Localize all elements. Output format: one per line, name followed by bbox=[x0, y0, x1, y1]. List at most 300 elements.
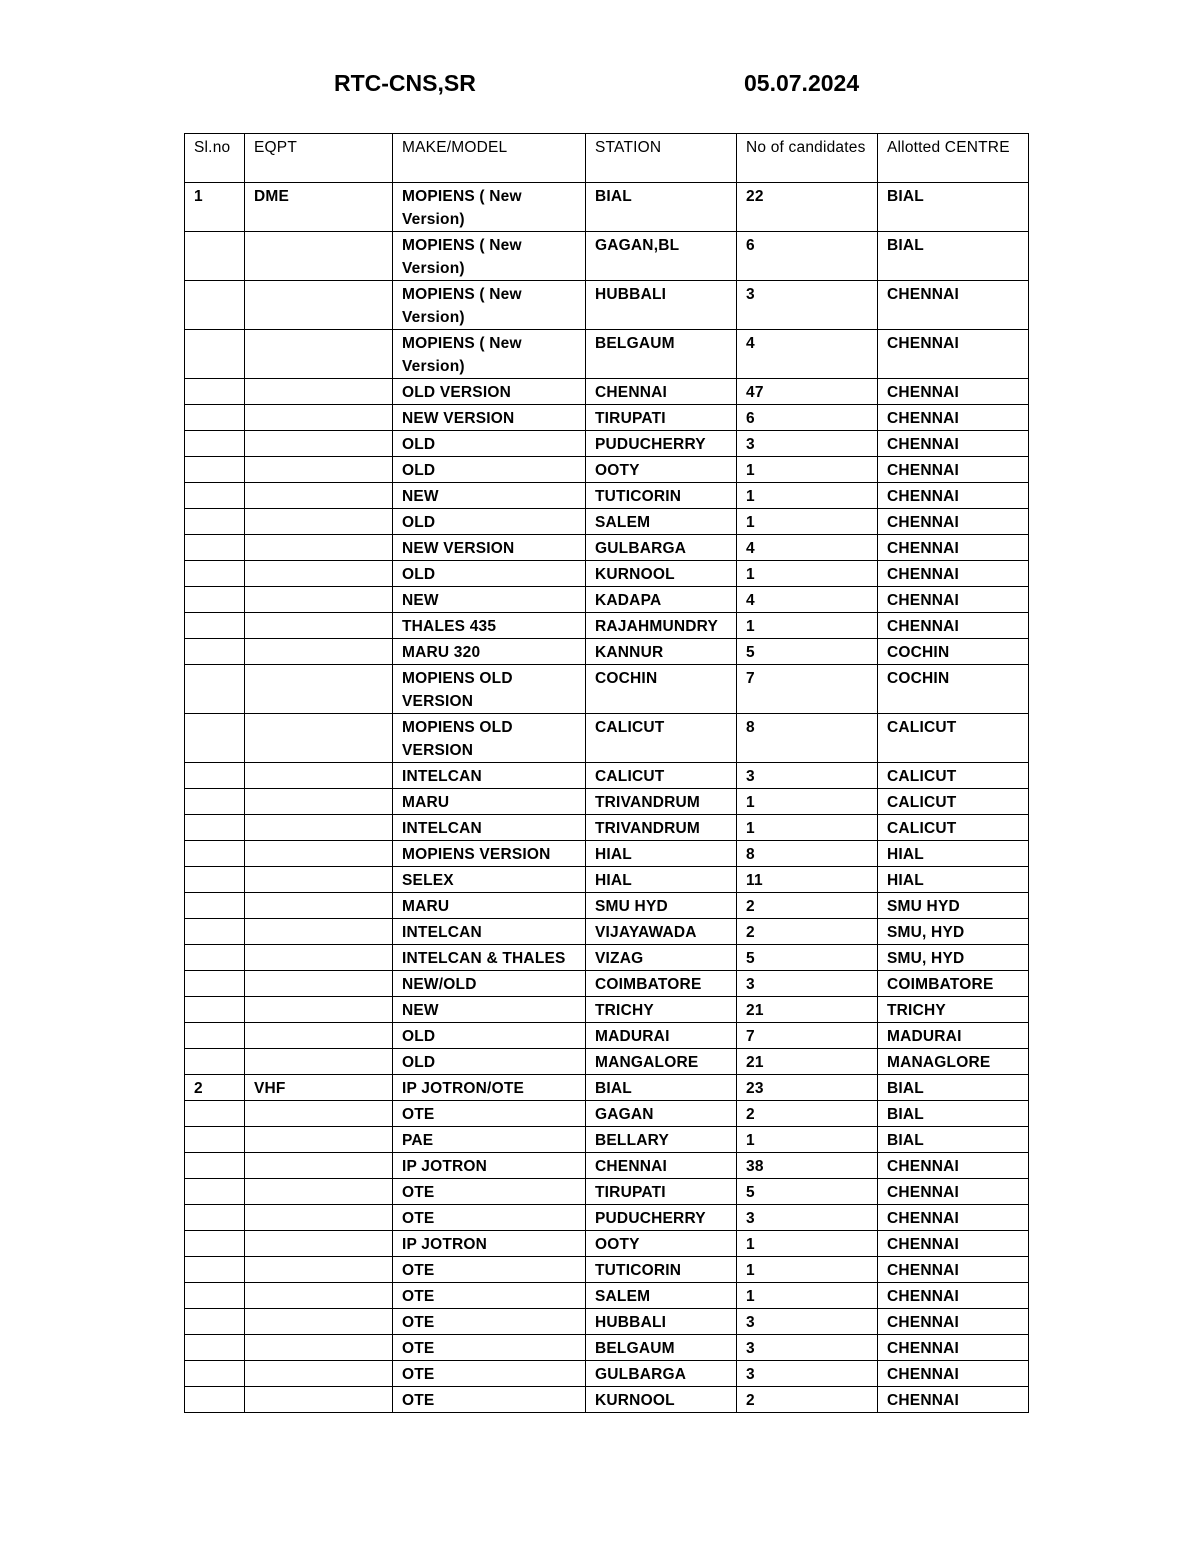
cell-centre: CHENNAI bbox=[878, 1231, 1029, 1257]
cell-station: BELGAUM bbox=[586, 330, 737, 379]
cell-centre: CHENNAI bbox=[878, 330, 1029, 379]
cell-station: SMU HYD bbox=[586, 893, 737, 919]
document-date: 05.07.2024 bbox=[744, 70, 860, 96]
table-row bbox=[185, 1231, 1029, 1257]
cell-candidates: 3 bbox=[737, 1361, 878, 1387]
cell-eqpt bbox=[245, 639, 393, 665]
table-row bbox=[185, 1361, 1029, 1387]
cell-centre: COIMBATORE bbox=[878, 971, 1029, 997]
cell-station: TRIVANDRUM bbox=[586, 789, 737, 815]
cell-station: KANNUR bbox=[586, 639, 737, 665]
cell-eqpt bbox=[245, 1205, 393, 1231]
cell-eqpt bbox=[245, 535, 393, 561]
cell-candidates: 4 bbox=[737, 330, 878, 379]
cell-candidates: 4 bbox=[737, 587, 878, 613]
cell-centre: SMU, HYD bbox=[878, 919, 1029, 945]
table-row bbox=[185, 971, 1029, 997]
cell-eqpt bbox=[245, 431, 393, 457]
cell-candidates: 4 bbox=[737, 535, 878, 561]
cell-make-model: MARU 320 bbox=[393, 639, 586, 665]
cell-make-model: MARU bbox=[393, 893, 586, 919]
cell-make-model: INTELCAN bbox=[393, 919, 586, 945]
cell-candidates: 1 bbox=[737, 1231, 878, 1257]
cell-make-model: OTE bbox=[393, 1179, 586, 1205]
cell-station: TIRUPATI bbox=[586, 1179, 737, 1205]
table-row bbox=[185, 1205, 1029, 1231]
cell-station: HUBBALI bbox=[586, 281, 737, 330]
cell-eqpt bbox=[245, 1361, 393, 1387]
cell-make-model: MOPIENS OLD VERSION bbox=[393, 714, 586, 763]
cell-station: BELLARY bbox=[586, 1127, 737, 1153]
cell-station: KURNOOL bbox=[586, 1387, 737, 1413]
table-row bbox=[185, 1127, 1029, 1153]
cell-make-model: OTE bbox=[393, 1283, 586, 1309]
cell-centre: CHENNAI bbox=[878, 1361, 1029, 1387]
cell-station: TUTICORIN bbox=[586, 1257, 737, 1283]
table-header-row bbox=[185, 134, 1029, 183]
cell-slno bbox=[185, 1049, 245, 1075]
cell-candidates: 1 bbox=[737, 1257, 878, 1283]
cell-station: TRIVANDRUM bbox=[586, 815, 737, 841]
table-row bbox=[185, 561, 1029, 587]
cell-candidates: 11 bbox=[737, 867, 878, 893]
cell-centre: COCHIN bbox=[878, 639, 1029, 665]
cell-eqpt bbox=[245, 405, 393, 431]
cell-candidates: 3 bbox=[737, 1309, 878, 1335]
table-row bbox=[185, 1023, 1029, 1049]
cell-centre: CHENNAI bbox=[878, 483, 1029, 509]
cell-make-model: OLD bbox=[393, 509, 586, 535]
cell-make-model: INTELCAN bbox=[393, 763, 586, 789]
cell-station: PUDUCHERRY bbox=[586, 431, 737, 457]
cell-station: KADAPA bbox=[586, 587, 737, 613]
cell-slno: 1 bbox=[185, 183, 245, 232]
cell-station: OOTY bbox=[586, 457, 737, 483]
cell-candidates: 7 bbox=[737, 1023, 878, 1049]
cell-candidates: 6 bbox=[737, 405, 878, 431]
cell-centre: CHENNAI bbox=[878, 1205, 1029, 1231]
cell-make-model: OTE bbox=[393, 1387, 586, 1413]
cell-centre: CALICUT bbox=[878, 763, 1029, 789]
cell-eqpt bbox=[245, 613, 393, 639]
cell-eqpt bbox=[245, 815, 393, 841]
cell-centre: BIAL bbox=[878, 1127, 1029, 1153]
cell-slno bbox=[185, 1153, 245, 1179]
cell-station: RAJAHMUNDRY bbox=[586, 613, 737, 639]
cell-centre: CHENNAI bbox=[878, 1309, 1029, 1335]
column-header-make-model: MAKE/MODEL bbox=[393, 134, 586, 183]
table-body bbox=[185, 183, 1029, 1413]
cell-station: TUTICORIN bbox=[586, 483, 737, 509]
cell-candidates: 1 bbox=[737, 1127, 878, 1153]
cell-candidates: 1 bbox=[737, 613, 878, 639]
cell-make-model: OTE bbox=[393, 1257, 586, 1283]
cell-eqpt bbox=[245, 665, 393, 714]
cell-candidates: 3 bbox=[737, 431, 878, 457]
cell-station: CALICUT bbox=[586, 763, 737, 789]
cell-make-model: IP JOTRON/OTE bbox=[393, 1075, 586, 1101]
cell-eqpt bbox=[245, 232, 393, 281]
table-row bbox=[185, 815, 1029, 841]
cell-slno bbox=[185, 1335, 245, 1361]
cell-station: HUBBALI bbox=[586, 1309, 737, 1335]
cell-candidates: 1 bbox=[737, 561, 878, 587]
cell-candidates: 1 bbox=[737, 509, 878, 535]
cell-station: KURNOOL bbox=[586, 561, 737, 587]
cell-eqpt bbox=[245, 1309, 393, 1335]
cell-slno bbox=[185, 1023, 245, 1049]
cell-centre: CHENNAI bbox=[878, 561, 1029, 587]
cell-candidates: 21 bbox=[737, 1049, 878, 1075]
cell-candidates: 1 bbox=[737, 1283, 878, 1309]
cell-eqpt bbox=[245, 1283, 393, 1309]
cell-station: BIAL bbox=[586, 183, 737, 232]
cell-station: MANGALORE bbox=[586, 1049, 737, 1075]
cell-centre: CHENNAI bbox=[878, 405, 1029, 431]
cell-slno bbox=[185, 1127, 245, 1153]
table-row bbox=[185, 1387, 1029, 1413]
cell-candidates: 1 bbox=[737, 483, 878, 509]
column-header-centre: Allotted CENTRE bbox=[878, 134, 1029, 183]
cell-centre: CHENNAI bbox=[878, 1387, 1029, 1413]
cell-centre: CALICUT bbox=[878, 714, 1029, 763]
cell-eqpt bbox=[245, 1023, 393, 1049]
cell-slno bbox=[185, 1179, 245, 1205]
cell-centre: CHENNAI bbox=[878, 1335, 1029, 1361]
cell-slno bbox=[185, 867, 245, 893]
cell-make-model: MOPIENS ( New Version) bbox=[393, 183, 586, 232]
table-row bbox=[185, 997, 1029, 1023]
cell-station: BIAL bbox=[586, 1075, 737, 1101]
table-row bbox=[185, 457, 1029, 483]
cell-slno bbox=[185, 1309, 245, 1335]
cell-station: GULBARGA bbox=[586, 535, 737, 561]
column-header-station: STATION bbox=[586, 134, 737, 183]
cell-eqpt bbox=[245, 841, 393, 867]
cell-slno bbox=[185, 232, 245, 281]
cell-station: SALEM bbox=[586, 1283, 737, 1309]
cell-candidates: 3 bbox=[737, 763, 878, 789]
cell-eqpt: VHF bbox=[245, 1075, 393, 1101]
cell-candidates: 7 bbox=[737, 665, 878, 714]
cell-candidates: 5 bbox=[737, 1179, 878, 1205]
cell-slno bbox=[185, 431, 245, 457]
table-row bbox=[185, 431, 1029, 457]
table-row bbox=[185, 1101, 1029, 1127]
cell-eqpt bbox=[245, 971, 393, 997]
cell-station: HIAL bbox=[586, 841, 737, 867]
cell-station: GAGAN bbox=[586, 1101, 737, 1127]
table-row bbox=[185, 1153, 1029, 1179]
cell-make-model: NEW bbox=[393, 997, 586, 1023]
cell-make-model: MARU bbox=[393, 789, 586, 815]
cell-centre: CHENNAI bbox=[878, 509, 1029, 535]
cell-slno bbox=[185, 587, 245, 613]
cell-centre: MANAGLORE bbox=[878, 1049, 1029, 1075]
cell-slno bbox=[185, 483, 245, 509]
cell-make-model: MOPIENS ( New Version) bbox=[393, 281, 586, 330]
cell-eqpt bbox=[245, 457, 393, 483]
cell-station: CHENNAI bbox=[586, 1153, 737, 1179]
cell-eqpt bbox=[245, 587, 393, 613]
table-row bbox=[185, 1257, 1029, 1283]
cell-make-model: OTE bbox=[393, 1309, 586, 1335]
cell-station: COIMBATORE bbox=[586, 971, 737, 997]
cell-make-model: NEW VERSION bbox=[393, 405, 586, 431]
table-row bbox=[185, 945, 1029, 971]
cell-centre: CHENNAI bbox=[878, 431, 1029, 457]
cell-centre: CHENNAI bbox=[878, 457, 1029, 483]
cell-centre: CHENNAI bbox=[878, 379, 1029, 405]
cell-station: TRICHY bbox=[586, 997, 737, 1023]
cell-slno bbox=[185, 281, 245, 330]
cell-centre: CHENNAI bbox=[878, 1283, 1029, 1309]
cell-eqpt bbox=[245, 1153, 393, 1179]
cell-candidates: 23 bbox=[737, 1075, 878, 1101]
cell-make-model: OTE bbox=[393, 1205, 586, 1231]
cell-make-model: SELEX bbox=[393, 867, 586, 893]
cell-candidates: 21 bbox=[737, 997, 878, 1023]
cell-candidates: 38 bbox=[737, 1153, 878, 1179]
cell-slno bbox=[185, 1101, 245, 1127]
cell-eqpt bbox=[245, 1335, 393, 1361]
cell-slno bbox=[185, 665, 245, 714]
cell-centre: BIAL bbox=[878, 1101, 1029, 1127]
table-row bbox=[185, 841, 1029, 867]
table-row bbox=[185, 483, 1029, 509]
cell-slno bbox=[185, 971, 245, 997]
cell-eqpt bbox=[245, 1179, 393, 1205]
cell-slno bbox=[185, 714, 245, 763]
cell-candidates: 2 bbox=[737, 919, 878, 945]
cell-station: GULBARGA bbox=[586, 1361, 737, 1387]
document-header bbox=[0, 70, 1200, 102]
cell-make-model: NEW/OLD bbox=[393, 971, 586, 997]
cell-eqpt bbox=[245, 1387, 393, 1413]
cell-candidates: 5 bbox=[737, 945, 878, 971]
cell-slno bbox=[185, 379, 245, 405]
cell-slno bbox=[185, 841, 245, 867]
cell-make-model: OTE bbox=[393, 1101, 586, 1127]
cell-candidates: 1 bbox=[737, 457, 878, 483]
cell-candidates: 8 bbox=[737, 714, 878, 763]
cell-centre: HIAL bbox=[878, 841, 1029, 867]
cell-station: MADURAI bbox=[586, 1023, 737, 1049]
cell-candidates: 1 bbox=[737, 789, 878, 815]
table-row bbox=[185, 789, 1029, 815]
cell-slno bbox=[185, 997, 245, 1023]
cell-centre: BIAL bbox=[878, 232, 1029, 281]
cell-make-model: NEW bbox=[393, 483, 586, 509]
cell-slno: 2 bbox=[185, 1075, 245, 1101]
table-row bbox=[185, 330, 1029, 379]
cell-make-model: OLD bbox=[393, 561, 586, 587]
cell-slno bbox=[185, 1231, 245, 1257]
cell-eqpt bbox=[245, 281, 393, 330]
cell-make-model: INTELCAN bbox=[393, 815, 586, 841]
cell-centre: CHENNAI bbox=[878, 1153, 1029, 1179]
table-row bbox=[185, 232, 1029, 281]
cell-make-model: OTE bbox=[393, 1361, 586, 1387]
cell-centre: SMU HYD bbox=[878, 893, 1029, 919]
cell-eqpt bbox=[245, 919, 393, 945]
allotment-table bbox=[184, 133, 1029, 1413]
cell-centre: CHENNAI bbox=[878, 1257, 1029, 1283]
cell-centre: TRICHY bbox=[878, 997, 1029, 1023]
cell-centre: BIAL bbox=[878, 1075, 1029, 1101]
cell-make-model: OLD VERSION bbox=[393, 379, 586, 405]
cell-slno bbox=[185, 613, 245, 639]
cell-make-model: OLD bbox=[393, 1023, 586, 1049]
cell-centre: CALICUT bbox=[878, 815, 1029, 841]
cell-slno bbox=[185, 561, 245, 587]
cell-slno bbox=[185, 1387, 245, 1413]
table-row bbox=[185, 1335, 1029, 1361]
cell-centre: CHENNAI bbox=[878, 281, 1029, 330]
cell-centre: CHENNAI bbox=[878, 587, 1029, 613]
cell-station: PUDUCHERRY bbox=[586, 1205, 737, 1231]
cell-eqpt bbox=[245, 1231, 393, 1257]
table-row bbox=[185, 867, 1029, 893]
cell-centre: CALICUT bbox=[878, 789, 1029, 815]
cell-station: VIJAYAWADA bbox=[586, 919, 737, 945]
table-row bbox=[185, 639, 1029, 665]
cell-eqpt bbox=[245, 714, 393, 763]
cell-make-model: NEW bbox=[393, 587, 586, 613]
table-row bbox=[185, 281, 1029, 330]
cell-eqpt bbox=[245, 330, 393, 379]
cell-centre: BIAL bbox=[878, 183, 1029, 232]
cell-eqpt bbox=[245, 379, 393, 405]
cell-candidates: 2 bbox=[737, 893, 878, 919]
table-row bbox=[185, 893, 1029, 919]
table-row bbox=[185, 919, 1029, 945]
table-row bbox=[185, 509, 1029, 535]
cell-slno bbox=[185, 330, 245, 379]
cell-station: COCHIN bbox=[586, 665, 737, 714]
cell-eqpt bbox=[245, 561, 393, 587]
cell-make-model: MOPIENS OLD VERSION bbox=[393, 665, 586, 714]
cell-eqpt bbox=[245, 483, 393, 509]
cell-candidates: 3 bbox=[737, 971, 878, 997]
cell-centre: HIAL bbox=[878, 867, 1029, 893]
cell-make-model: NEW VERSION bbox=[393, 535, 586, 561]
cell-centre: CHENNAI bbox=[878, 1179, 1029, 1205]
cell-slno bbox=[185, 509, 245, 535]
cell-eqpt bbox=[245, 997, 393, 1023]
column-header-eqpt: EQPT bbox=[245, 134, 393, 183]
cell-slno bbox=[185, 405, 245, 431]
cell-eqpt bbox=[245, 1257, 393, 1283]
cell-station: TIRUPATI bbox=[586, 405, 737, 431]
cell-eqpt bbox=[245, 509, 393, 535]
cell-candidates: 8 bbox=[737, 841, 878, 867]
cell-candidates: 47 bbox=[737, 379, 878, 405]
table-row bbox=[185, 587, 1029, 613]
cell-make-model: THALES 435 bbox=[393, 613, 586, 639]
cell-make-model: MOPIENS ( New Version) bbox=[393, 330, 586, 379]
cell-eqpt bbox=[245, 867, 393, 893]
cell-slno bbox=[185, 1283, 245, 1309]
cell-candidates: 22 bbox=[737, 183, 878, 232]
cell-slno bbox=[185, 1257, 245, 1283]
table-row bbox=[185, 1179, 1029, 1205]
cell-make-model: OLD bbox=[393, 431, 586, 457]
cell-station: HIAL bbox=[586, 867, 737, 893]
cell-make-model: OTE bbox=[393, 1335, 586, 1361]
table-row bbox=[185, 613, 1029, 639]
cell-slno bbox=[185, 893, 245, 919]
cell-centre: CHENNAI bbox=[878, 535, 1029, 561]
cell-station: CALICUT bbox=[586, 714, 737, 763]
cell-eqpt bbox=[245, 763, 393, 789]
cell-station: OOTY bbox=[586, 1231, 737, 1257]
cell-candidates: 2 bbox=[737, 1101, 878, 1127]
table-row bbox=[185, 379, 1029, 405]
cell-eqpt bbox=[245, 1049, 393, 1075]
table-row bbox=[185, 183, 1029, 232]
cell-station: CHENNAI bbox=[586, 379, 737, 405]
table-row bbox=[185, 763, 1029, 789]
cell-make-model: IP JOTRON bbox=[393, 1153, 586, 1179]
cell-slno bbox=[185, 919, 245, 945]
cell-eqpt bbox=[245, 1101, 393, 1127]
cell-station: VIZAG bbox=[586, 945, 737, 971]
cell-candidates: 2 bbox=[737, 1387, 878, 1413]
cell-slno bbox=[185, 789, 245, 815]
cell-candidates: 1 bbox=[737, 815, 878, 841]
table-row bbox=[185, 1283, 1029, 1309]
table-row bbox=[185, 1309, 1029, 1335]
cell-make-model: INTELCAN & THALES bbox=[393, 945, 586, 971]
table-row bbox=[185, 1075, 1029, 1101]
cell-make-model: PAE bbox=[393, 1127, 586, 1153]
cell-station: GAGAN,BL bbox=[586, 232, 737, 281]
document-title: RTC-CNS,SR bbox=[334, 70, 476, 96]
cell-make-model: OLD bbox=[393, 1049, 586, 1075]
cell-centre: SMU, HYD bbox=[878, 945, 1029, 971]
cell-slno bbox=[185, 1205, 245, 1231]
table-row bbox=[185, 405, 1029, 431]
cell-candidates: 3 bbox=[737, 281, 878, 330]
cell-candidates: 6 bbox=[737, 232, 878, 281]
cell-slno bbox=[185, 1361, 245, 1387]
table-row bbox=[185, 535, 1029, 561]
cell-eqpt bbox=[245, 789, 393, 815]
table-row bbox=[185, 714, 1029, 763]
table-row bbox=[185, 1049, 1029, 1075]
cell-centre: MADURAI bbox=[878, 1023, 1029, 1049]
column-header-slno: Sl.no bbox=[185, 134, 245, 183]
cell-make-model: IP JOTRON bbox=[393, 1231, 586, 1257]
cell-slno bbox=[185, 457, 245, 483]
cell-slno bbox=[185, 639, 245, 665]
cell-station: SALEM bbox=[586, 509, 737, 535]
cell-eqpt bbox=[245, 945, 393, 971]
cell-centre: CHENNAI bbox=[878, 613, 1029, 639]
cell-make-model: OLD bbox=[393, 457, 586, 483]
cell-slno bbox=[185, 945, 245, 971]
cell-station: BELGAUM bbox=[586, 1335, 737, 1361]
cell-candidates: 5 bbox=[737, 639, 878, 665]
cell-slno bbox=[185, 535, 245, 561]
cell-slno bbox=[185, 815, 245, 841]
cell-eqpt bbox=[245, 1127, 393, 1153]
table-row bbox=[185, 665, 1029, 714]
cell-eqpt bbox=[245, 893, 393, 919]
cell-slno bbox=[185, 763, 245, 789]
cell-eqpt: DME bbox=[245, 183, 393, 232]
